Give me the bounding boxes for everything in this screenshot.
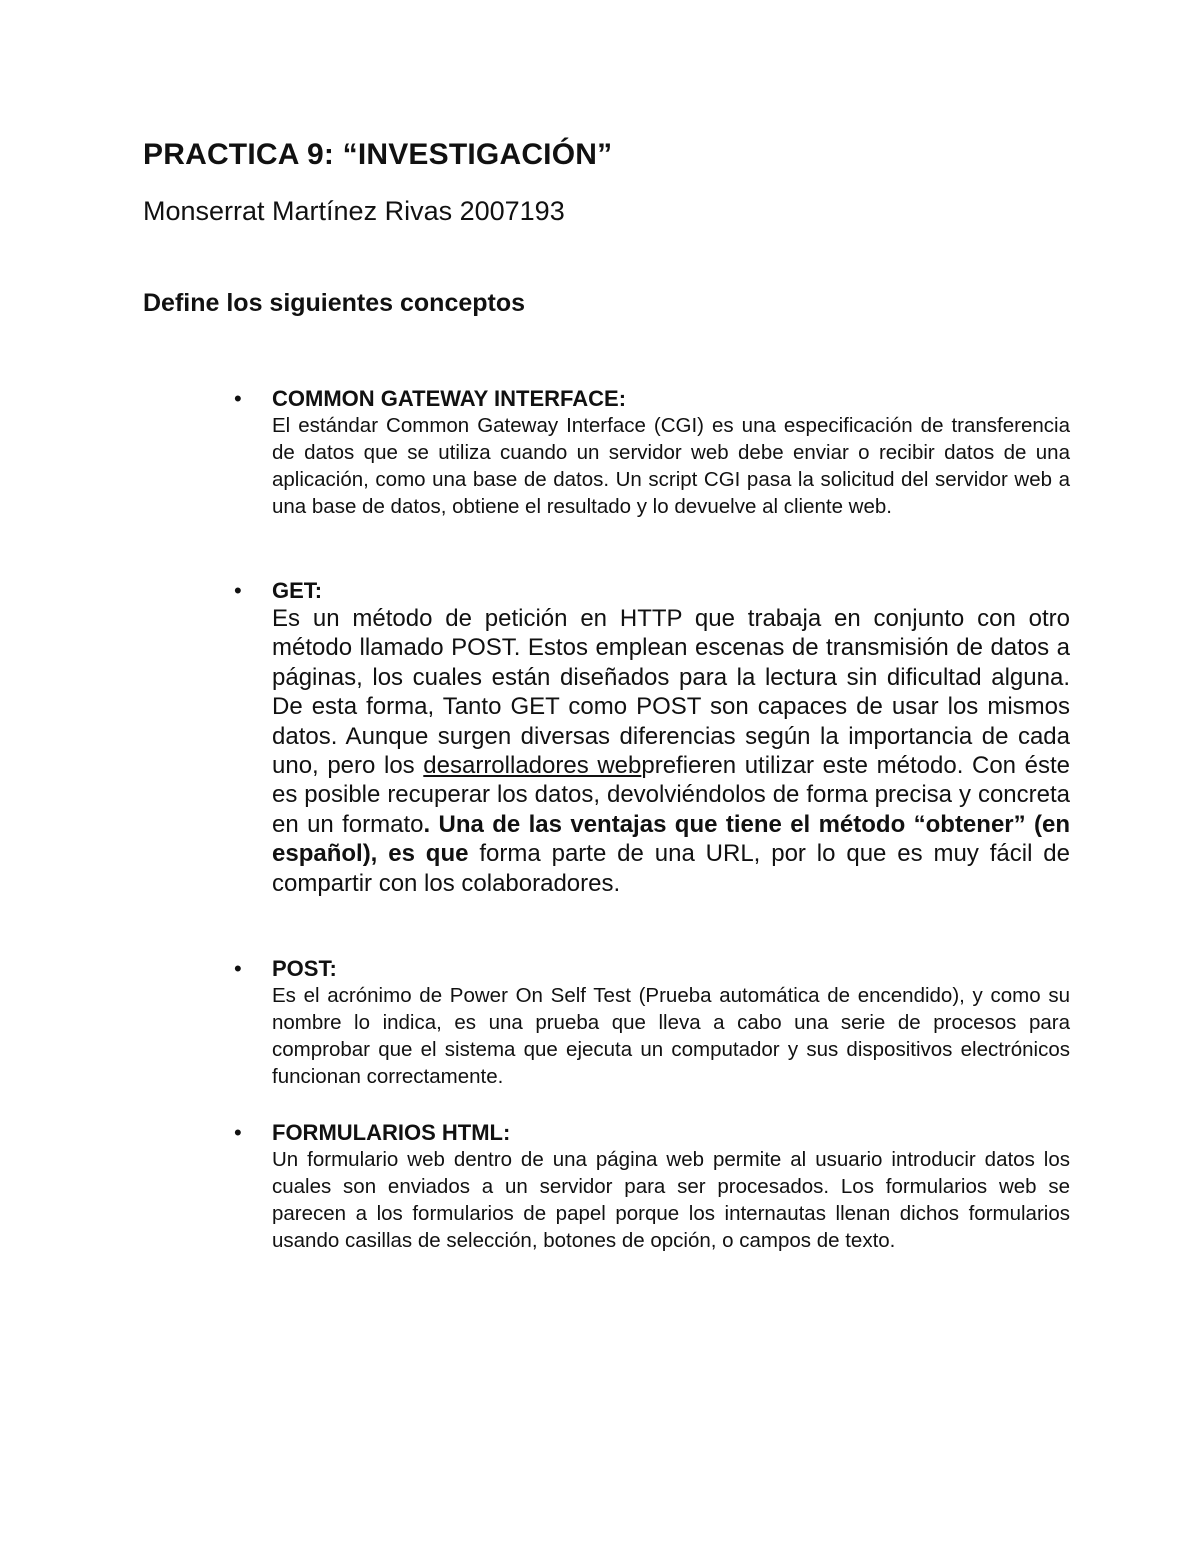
- bullet-icon: •: [234, 578, 242, 603]
- link-desarrolladores-web[interactable]: desarrolladores web: [423, 752, 642, 780]
- concept-body: El estándar Common Gateway Interface (CGI) es una especificación de transferencia de datos que se utiliza cuando un servidor web debe enviar o recibir datos de una aplicación, como una base de datos. Un script CGI pasa la solicitud del servidor web a una base de datos, obtiene el resultado y lo devuelve al cliente web.: [272, 414, 1070, 518]
- concept-heading: POST:: [272, 956, 337, 981]
- concept-body: Es el acrónimo de Power On Self Test (Prueba automática de encendido), y como su nombre lo indica, es una prueba que lleva a cabo una serie de procesos para comprobar que el sistema que ejecuta un computador y sus dispositivos electrónicos funcionan correctamente.: [272, 984, 1070, 1088]
- concept-item-cgi: [234, 386, 1070, 520]
- document-title: PRACTICA 9: “INVESTIGACIÓN”: [143, 138, 613, 171]
- concept-heading: FORMULARIOS HTML:: [272, 1120, 511, 1145]
- bullet-icon: •: [234, 956, 242, 981]
- concept-heading: COMMON GATEWAY INTERFACE:: [272, 386, 627, 411]
- body-text: forma parte de una URL, por lo que es muy fácil de compartir con los colaboradores.: [272, 840, 1070, 897]
- author-line: Monserrat Martínez Rivas 2007193: [143, 196, 565, 226]
- bullet-icon: •: [234, 1120, 242, 1145]
- body-text: Es un método de petición en HTTP que trabaja en conjunto con otro método llamado POST. Estos emplean escenas de transmisión de datos a páginas, los cuales están diseñados para la lectura sin dificultad alguna. De esta forma, Tanto GET como POST son capaces de usar los mismos datos. Aunque surgen diversas diferencias según la importancia de cada uno, pero los: [272, 605, 1070, 780]
- concept-item-formularios: [234, 1120, 1070, 1254]
- bullet-icon: •: [234, 386, 242, 411]
- body-text: prefieren utilizar este método. Con éste es posible recuperar los datos, devolviéndolos de forma precisa y concreta en un formato: [272, 752, 1070, 838]
- concept-item-post: [234, 956, 1070, 1090]
- concept-body: [272, 604, 1070, 898]
- body-bold-text: . Una de las ventajas que tiene el método “obtener” (en español), es que: [272, 810, 1071, 868]
- concept-item-get: [234, 578, 1071, 898]
- section-subtitle: Define los siguientes conceptos: [143, 289, 526, 317]
- concept-heading: GET:: [272, 578, 323, 603]
- concept-body: Un formulario web dentro de una página web permite al usuario introducir datos los cuales son enviados a un servidor para ser procesados. Los formularios web se parecen a los formularios de papel porque los internautas llenan dichos formularios usando casillas de selección, botones de opción, o campos de texto.: [272, 1148, 1070, 1252]
